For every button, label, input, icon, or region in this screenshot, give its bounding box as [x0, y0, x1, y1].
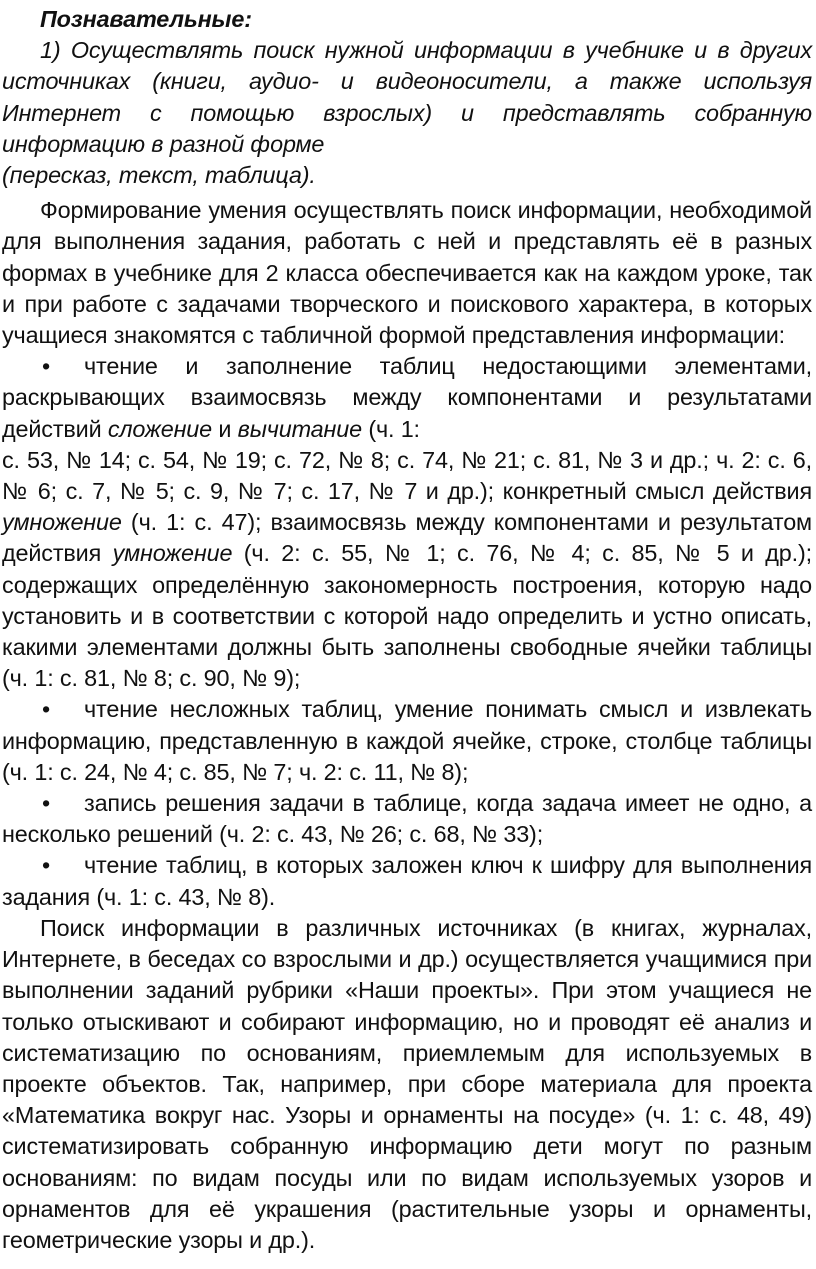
- bullet-item-1: [2, 351, 812, 445]
- bullet-1-part-1: чтение и заполнение таблиц недостающими элементами, раскрывающих взаимосвязь между компонентами и результатами действий: [2, 353, 812, 442]
- bullet-1-part-2: и: [212, 415, 238, 442]
- bullet-item-4: [2, 850, 812, 912]
- bullet-1-term-subtraction: вычитание: [237, 415, 362, 442]
- bullet-4-text: чтение таблиц, в которых заложен ключ к шифру для выполнения задания (ч. 1: с. 43, № 8).: [2, 852, 812, 910]
- bullet-item-3: [2, 788, 812, 850]
- paragraph-2: Поиск информации в различных источниках (в книгах, журналах, Интернете, в беседах со взрослыми и др.) осуществляется учащимися при выполнении заданий рубрики «Наши проекты». При этом учащиеся не только отыскивают и собирают информацию, но и проводят её анализ и систематизацию по основаниям, приемлемым для используемых в проекте объектов. Так, например, при сборе материала для проекта «Математика вокруг нас. Узоры и орнаменты на посуде» (ч. 1: с. 48, 49) систематизировать собранную информацию дети могут по разным основаниям: по видам посуды или по видам используемых узоров и орнаментов для её украшения (растительные узоры и орнаменты, геометрические узоры и др.).: [2, 914, 812, 1253]
- bullet-item-2: [2, 694, 812, 788]
- bullet-icon: •: [42, 696, 51, 723]
- bullet-3-text: запись решения задачи в таблице, когда задача имеет не одно, а несколько решений (ч. 2: с. 43, № 26; с. 68, № 33);: [2, 790, 812, 848]
- item-1-tail: (пересказ, текст, таблица).: [2, 162, 316, 189]
- section-heading: Познавательные:: [40, 6, 252, 32]
- bullet-icon: •: [42, 790, 51, 817]
- bullet-1-term-multiplication-2: умножение: [112, 540, 233, 567]
- bullet-1-part-6: (ч. 2: с. 55, № 1; с. 76, № 4; с. 85, № 5 и др.); содержащих определённую закономерность построения, которую надо установить и в соответствии с которой надо определить и устно описать, какими элементами должны быть заполнены свободные ячейки таблицы (ч. 1: с. 81, № 8; с. 90, № 9);: [2, 540, 812, 692]
- bullet-1-part-3: (ч. 1:: [361, 415, 420, 442]
- bullet-1-term-addition: сложение: [107, 415, 213, 442]
- bullet-1-term-multiplication: умножение: [2, 509, 122, 536]
- bullet-2-text: чтение несложных таблиц, умение понимать смысл и извлекать информацию, представленную в каждой ячейке, строке, столбце таблицы (ч. 1: с. 24, № 4; с. 85, № 7; ч. 2: с. 11, № 8);: [2, 696, 812, 785]
- bullet-1-part-4: с. 53, № 14; с. 54, № 19; с. 72, № 8; с. 74, № 21; с. 81, № 3 и др.; ч. 2: с. 6, № 6; с. 7, № 5; с. 9, № 7; с. 17, № 7 и др.); конкретный смысл действия: [2, 446, 812, 505]
- bullet-icon: •: [42, 353, 51, 380]
- bullet-1-part-5: (ч. 1: с. 47); взаимосвязь между компонентами и результатом действия: [2, 509, 812, 567]
- bullet-item-1-continued: [2, 445, 812, 695]
- bullet-icon: •: [42, 852, 51, 879]
- paragraph-1: Формирование умения осуществлять поиск информации, необходимой для выполнения задания, работать с ней и представлять её в разных формах в учебнике для 2 класса обеспечивается как на каждом уроке, так и при работе с задачами творческого и поискового характера, в которых учащиеся знакомятся с табличной формой представления информации:: [2, 197, 812, 349]
- item-1-text: 1) Осуществлять поиск нужной информации в учебнике и в других источниках (книги, аудио- и видеоносители, а также используя Интернет с помощью взрослых) и представлять собранную информацию в разной форме: [2, 37, 812, 157]
